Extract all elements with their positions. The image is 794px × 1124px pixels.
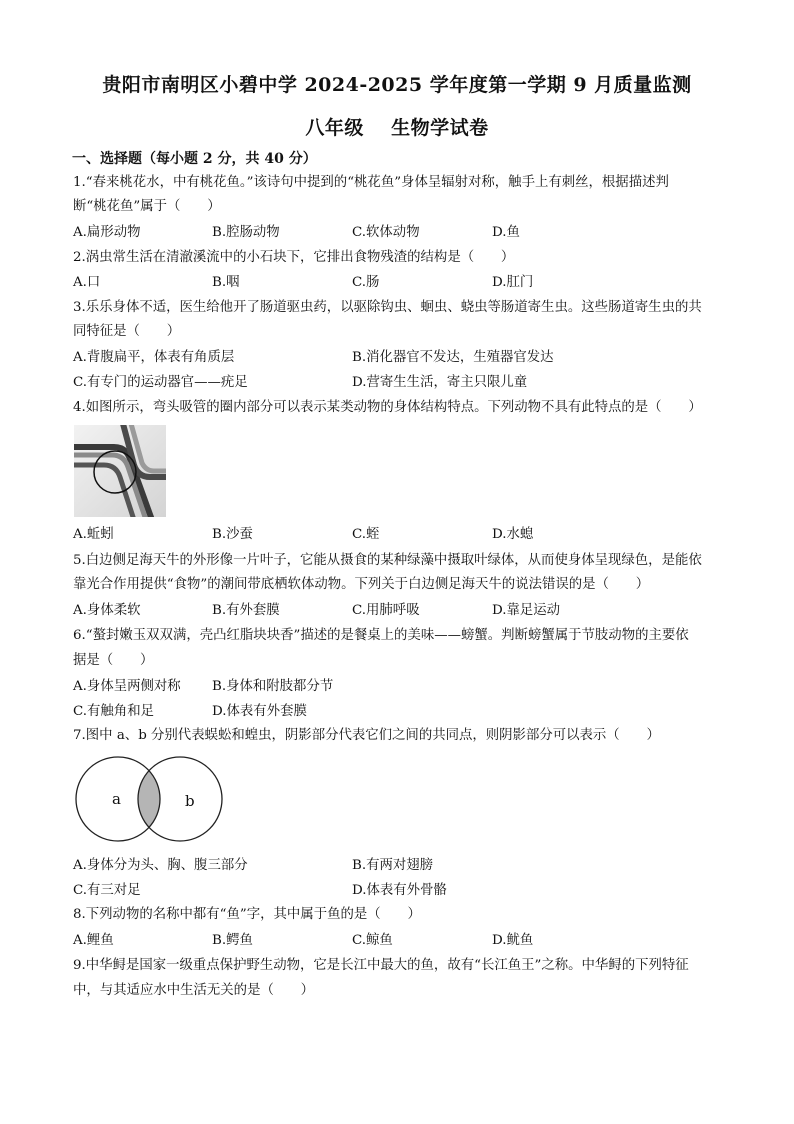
question-3-line-1: 3.乐乐身体不适，医生给他开了肠道驱虫药，以驱除钩虫、蛔虫、蛲虫等肠道寄生虫。这些肠道寄生虫的共 xyxy=(73,300,702,315)
q3-option-b: B.消化器官不发达，生殖器官发达 xyxy=(352,350,554,365)
q5-option-d: D.靠足运动 xyxy=(492,603,561,618)
question-2-line-1: 2.涡虫常生活在清澈溪流中的小石块下，它排出食物残渣的结构是（ ） xyxy=(73,250,515,265)
question-8-line-1: 8.下列动物的名称中都有“鱼”字，其中属于鱼的是（ ） xyxy=(73,907,421,922)
q4-option-c: C.蛭 xyxy=(352,527,380,542)
venn-diagram xyxy=(72,753,232,845)
bendy-straw-illustration xyxy=(74,425,166,517)
q5-option-b: B.有外套膜 xyxy=(212,603,280,618)
q8-option-c: C.鲸鱼 xyxy=(352,933,393,948)
q8-option-a: A.鲤鱼 xyxy=(73,933,114,948)
question-9-line-2: 中，与其适应水中生活无关的是（ ） xyxy=(73,983,315,998)
grade-label: 八年级 xyxy=(305,117,364,139)
q5-option-c: C.用肺呼吸 xyxy=(352,603,420,618)
q3-option-d: D.营寄生生活，寄主只限儿童 xyxy=(352,375,528,390)
exam-subtitle xyxy=(0,113,794,140)
q1-option-b: B.腔肠动物 xyxy=(212,225,280,240)
q7-option-c: C.有三对足 xyxy=(73,883,141,898)
question-7-line-1: 7.图中 a、b 分别代表蜈蚣和蝗虫，阴影部分代表它们之间的共同点，则阴影部分可以表示（ ） xyxy=(73,728,660,743)
question-9-line-1: 9.中华鲟是国家一级重点保护野生动物，它是长江中最大的鱼，故有“长江鱼王”之称。中华鲟的下列特征 xyxy=(73,958,689,973)
exam-title: 贵阳市南明区小碧中学 2024-2025 学年度第一学期 9 月质量监测 xyxy=(102,74,692,96)
q4-option-a: A.蚯蚓 xyxy=(73,527,114,542)
question-6-line-2: 据是（ ） xyxy=(73,653,154,668)
q8-option-d: D.鱿鱼 xyxy=(492,933,534,948)
q6-option-b: B.身体和附肢都分节 xyxy=(212,679,334,694)
question-1-line-1: 1.“春来桃花水，中有桃花鱼。”该诗句中提到的“桃花鱼”身体呈辐射对称，触手上有刺丝，根据描述判 xyxy=(73,175,669,190)
question-3-line-2: 同特征是（ ） xyxy=(73,324,181,339)
question-4-line-1: 4.如图所示，弯头吸管的圈内部分可以表示某类动物的身体结构特点。下列动物不具有此特点的是（ ） xyxy=(73,400,702,415)
q4-option-d: D.水螅 xyxy=(492,527,534,542)
q2-option-d: D.肛门 xyxy=(492,275,534,290)
q6-option-a: A.身体呈两侧对称 xyxy=(73,679,181,694)
question-6-line-1: 6.“螯封嫩玉双双满，壳凸红脂块块香”描述的是餐桌上的美味——螃蟹。判断螃蟹属于节肢动物的主要依 xyxy=(73,628,689,643)
q5-option-a: A.身体柔软 xyxy=(73,603,141,618)
section-heading: 一、选择题（每小题 2 分，共 40 分） xyxy=(72,151,317,167)
q1-option-c: C.软体动物 xyxy=(352,225,420,240)
bendy-straw-photo xyxy=(74,425,166,517)
venn-diagram-svg xyxy=(72,753,232,845)
q3-option-a: A.背腹扁平，体表有角质层 xyxy=(73,350,235,365)
venn-label-a: a xyxy=(112,790,121,808)
question-5-line-2: 靠光合作用提供“食物”的潮间带底栖软体动物。下列关于白边侧足海天牛的说法错误的是（ ） xyxy=(73,577,650,592)
subject-label: 生物学试卷 xyxy=(391,117,489,139)
question-1-line-2: 断“桃花鱼”属于（ ） xyxy=(73,199,221,214)
q8-option-b: B.鳄鱼 xyxy=(212,933,253,948)
q2-option-a: A.口 xyxy=(73,275,101,290)
q1-option-d: D.鱼 xyxy=(492,225,520,240)
q6-option-c: C.有触角和足 xyxy=(73,704,154,719)
q3-option-c: C.有专门的运动器官——疣足 xyxy=(73,375,248,390)
q4-option-b: B.沙蚕 xyxy=(212,527,253,542)
question-5-line-1: 5.白边侧足海天牛的外形像一片叶子，它能从摄食的某种绿藻中摄取叶绿体，从而使身体呈现绿色，是能依 xyxy=(73,553,702,568)
q7-option-b: B.有两对翅膀 xyxy=(352,858,434,873)
q7-option-d: D.体表有外骨骼 xyxy=(352,883,447,898)
q1-option-a: A.扁形动物 xyxy=(73,225,141,240)
q7-option-a: A.身体分为头、胸、腹三部分 xyxy=(73,858,248,873)
q2-option-b: B.咽 xyxy=(212,275,240,290)
q6-option-d: D.体表有外套膜 xyxy=(212,704,307,719)
q2-option-c: C.肠 xyxy=(352,275,380,290)
venn-label-b: b xyxy=(185,792,195,810)
